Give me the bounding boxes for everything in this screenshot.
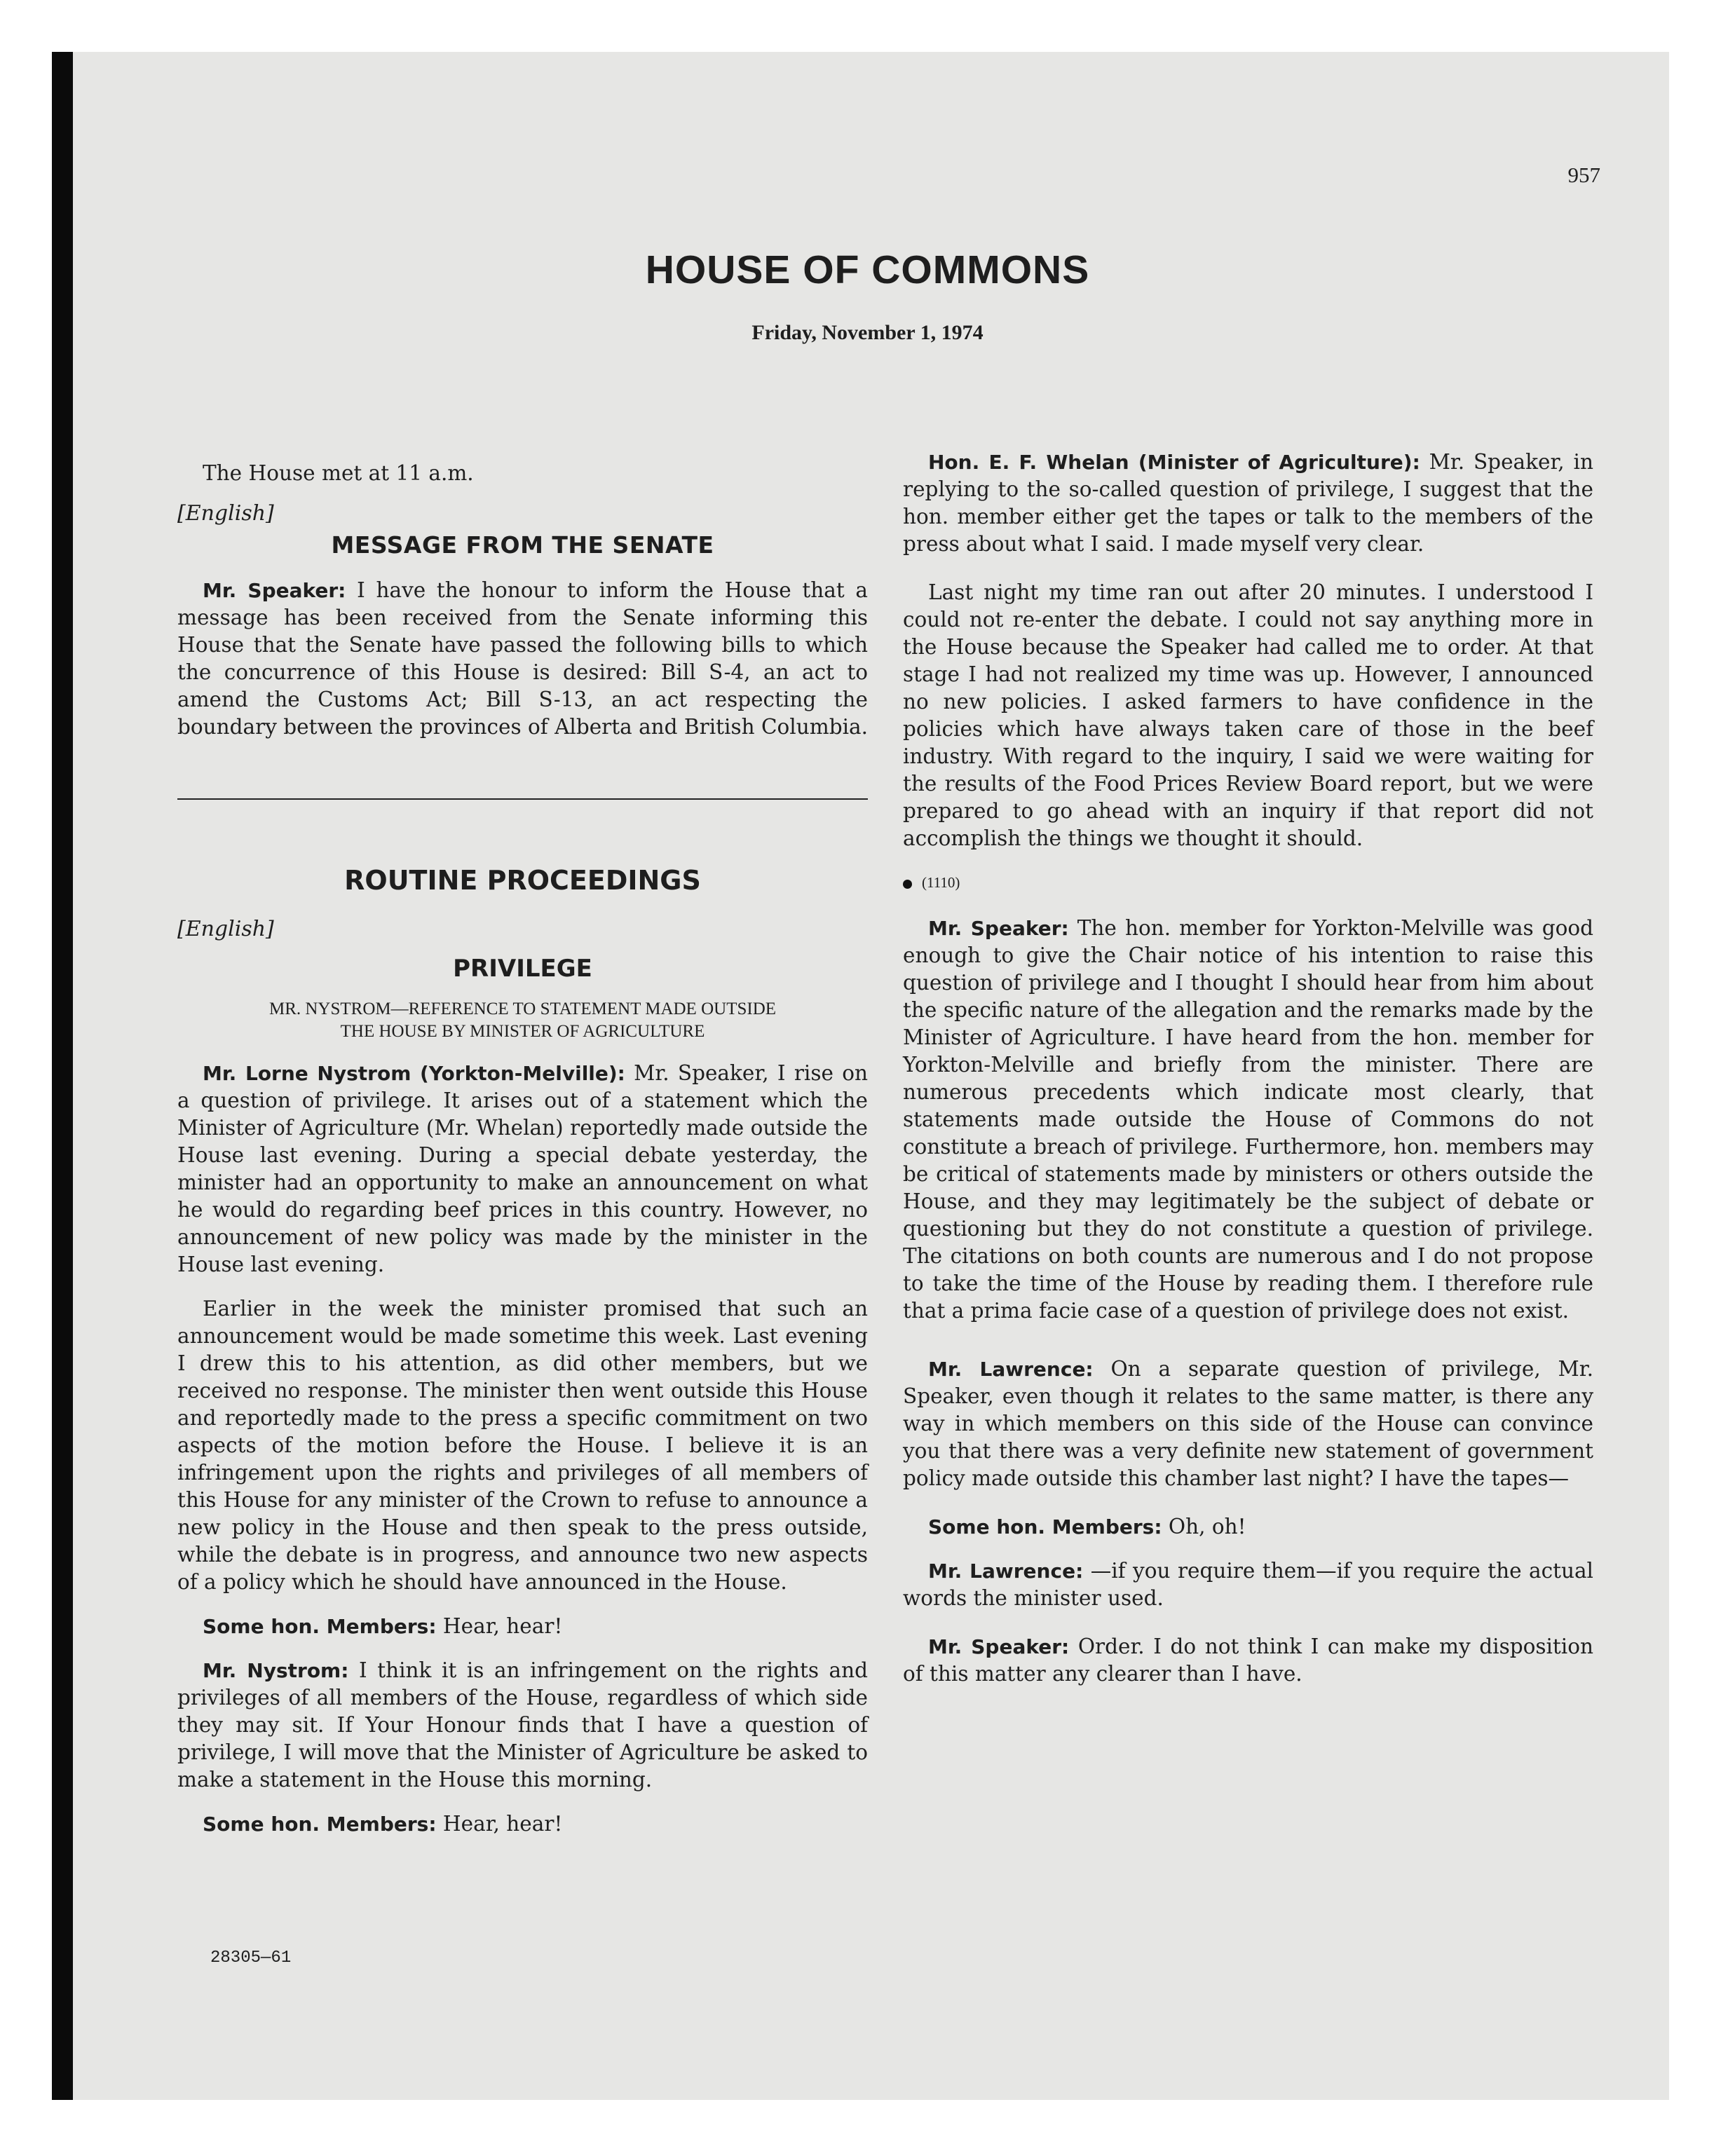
meeting-time: The House met at 11 a.m. <box>203 461 474 485</box>
speaker-name: Some hon. Members: <box>203 1813 437 1836</box>
routine-proceedings-heading: ROUTINE PROCEEDINGS <box>344 865 701 896</box>
right-column <box>903 449 1593 1705</box>
speaker-name: Mr. Lawrence: <box>928 1560 1084 1583</box>
subject-line: THE HOUSE BY MINISTER OF AGRICULTURE <box>340 1022 705 1041</box>
speech-text: I think it is an infringement on the rights and privileges of all members of the House, regardless of which side they may sit. If Your Honour finds that I have a question of privilege, I will move that the Minister of Agriculture be asked to make a statement in the House this morning. <box>177 1658 869 1792</box>
speaker-name: Mr. Speaker: <box>928 917 1069 940</box>
speech-text: Hear, hear! <box>436 1614 563 1638</box>
members-interjection <box>177 1613 868 1640</box>
speaker-name: Some hon. Members: <box>928 1515 1162 1538</box>
left-column <box>177 449 868 1855</box>
lawrence-question <box>903 1356 1593 1492</box>
section-divider <box>177 798 868 800</box>
speaker-senate-message <box>177 577 868 741</box>
speech-text: Order. I do not think I can make my disposition of this matter any clearer than I have. <box>903 1635 1593 1686</box>
time-stamp-text: (1110) <box>922 874 960 891</box>
language-note: [English] <box>177 917 274 941</box>
time-stamp <box>903 869 1593 896</box>
subject-heading <box>205 998 840 1043</box>
speaker-name: Hon. E. F. Whelan (Minister of Agriculture): <box>928 451 1420 474</box>
bullet-icon <box>903 880 912 889</box>
sitting-date: Friday, November 1, 1974 <box>751 321 984 344</box>
speaker-name: Mr. Nystrom: <box>203 1659 349 1682</box>
speech-text: On a separate question of privilege, Mr. Speaker, even though it relates to the same matter, is there any way in which members on this side of the House can convince you that there was a very definite new statement of government policy made outside this chamber last night? I have the tapes— <box>903 1357 1593 1490</box>
speaker-name: Mr. Lorne Nystrom (Yorkton-Melville): <box>203 1062 625 1085</box>
speech-text: Mr. Speaker, I rise on a question of privilege. It arises out of a statement which the Minister of Agriculture (Mr. Whelan) reportedly made outside the House last evening. During a special debate yesterday, the minister had an opportunity to make an announcement on what he would do regarding beef prices in this country. However, no announcement of new policy was made by the minister in the House last evening. <box>177 1061 868 1276</box>
nystrom-speech <box>177 1060 868 1278</box>
speech-text: The hon. member for Yorkton-Melville was good enough to give the Chair notice of his intention to raise this question of privilege and I thought I should hear from him about the specific nature of the allegation and the remarks made by the Minister of Agriculture. I have heard from the hon. member for Yorkton-Melville and briefly from the minister. There are numerous precedents which indicate most clearly, that statements made outside the House of Commons do not constitute a breach of privilege. Furthermore, hon. members may be critical of statements made by ministers or others outside the House, and they may legitimately be the subject of debate or questioning but they do not constitute a question of privilege. The citations on both counts are numerous and I do not propose to take the time of the House by reading them. I therefore rule that a prima facie case of a question of privilege does not exist. <box>903 916 1593 1323</box>
lawrence-followup <box>903 1557 1593 1612</box>
senate-message-heading: MESSAGE FROM THE SENATE <box>331 531 714 559</box>
page-title: HOUSE OF COMMONS <box>645 247 1090 292</box>
speaker-final-ruling <box>903 1633 1593 1688</box>
speech-text: —if you require them—if you require the actual words the minister used. <box>903 1559 1593 1610</box>
speech-text: Hear, hear! <box>436 1812 563 1836</box>
speaker-name: Mr. Speaker: <box>203 579 346 602</box>
speaker-name: Mr. Lawrence: <box>928 1358 1094 1381</box>
language-note: [English] <box>177 501 274 526</box>
subject-line: MR. NYSTROM—REFERENCE TO STATEMENT MADE OUTSIDE <box>268 999 777 1018</box>
speaker-name: Some hon. Members: <box>203 1615 437 1638</box>
print-code: 28305—61 <box>210 1949 292 1967</box>
members-interjection <box>177 1810 868 1838</box>
members-interjection <box>903 1513 1593 1541</box>
nystrom-speech-continued: Earlier in the week the minister promised that such an announcement would be made sometime this week. Last evening I drew this to his attention, as did other members, but we received no response. The minister then went outside this House and reportedly made to the press a specific commitment on two aspects of the motion before the House. I believe it is an infringement upon the rights and privileges of all members of this House for any minister of the Crown to refuse to announce a new policy in the House and then speak to the press outside, while the debate is in progress, and announce two new aspects of a policy which he should have announced in the House. <box>177 1297 868 1594</box>
speech-text: Mr. Speaker, in replying to the so-called question of privilege, I suggest that the hon. member either get the tapes or talk to the members of the press about what I said. I made myself very clear. <box>903 450 1593 556</box>
privilege-heading: PRIVILEGE <box>453 955 592 983</box>
page-number: 957 <box>1567 163 1600 187</box>
whelan-reply-continued: Last night my time ran out after 20 minutes. I understood I could not re-enter the debate. I could not say anything more in the House because the Speaker had called me to order. At that stage I had not realized my time was up. However, I announced no new policies. I asked farmers to have confidence in the policies which have always taken care of those in the beef industry. With regard to the inquiry, I said we were waiting for the results of the Food Prices Review Board report, but we were prepared to go ahead with an inquiry if that report did not accomplish the things we thought it should. <box>903 580 1593 850</box>
binding-edge <box>52 52 73 2100</box>
speaker-ruling <box>903 915 1593 1325</box>
speaker-name: Mr. Speaker: <box>928 1635 1070 1658</box>
speech-text: Oh, oh! <box>1162 1515 1246 1538</box>
whelan-reply <box>903 449 1593 558</box>
nystrom-motion <box>177 1657 868 1794</box>
speech-text: I have the honour to inform the House that a message has been received from the Senate informing this House that the Senate have passed the following bills to which the concurrence of this House is desired: Bill S-4, an act to amend the Customs Act; Bill S-13, an act respecting the boundary between the provinces of Alberta and British Columbia. <box>177 578 868 739</box>
